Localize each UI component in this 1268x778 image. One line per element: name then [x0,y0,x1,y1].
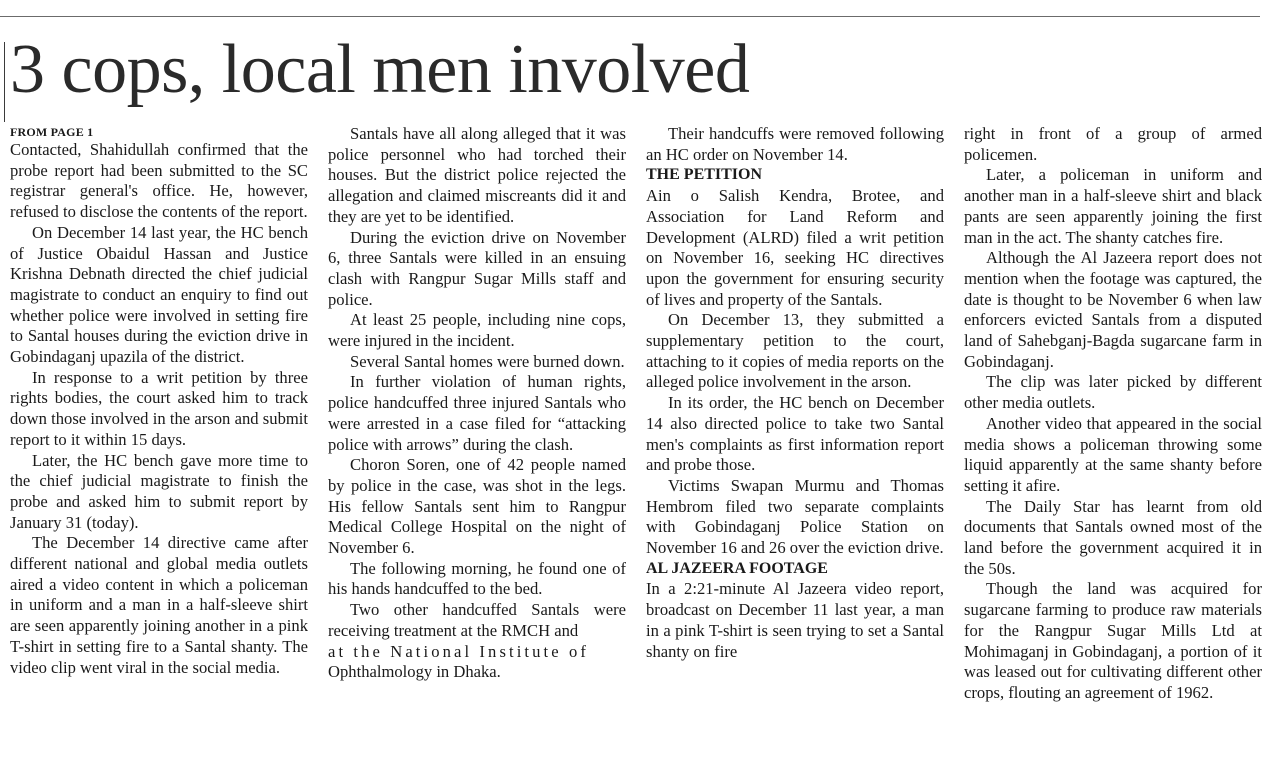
body-paragraph: Contacted, Shahidullah confirmed that the probe report had been submitted to the SC registrar general's office. He, however, refused to disclose the contents of the report. [10,140,308,222]
body-paragraph: Later, a policeman in uniform and another man in a half-sleeve shirt and black pants are seen apparently joining the first man in the act. The shanty catches fire. [964,165,1262,247]
body-paragraph: Their handcuffs were removed following an HC order on November 14. [646,124,944,164]
body-paragraph: The December 14 directive came after different national and global media outlets aired a video content in which a policeman in uniform and a man in a half-sleeve shirt are seen apparently joining another in a pink T-shirt in setting fire to a Santal shanty. The video clip went viral in the social media. [10,533,308,677]
body-paragraph: Another video that appeared in the social media shows a policeman throwing some liquid apparently at the same shanty before setting it afire. [964,413,1262,495]
body-paragraph: In further violation of human rights, police handcuffed three injured Santals who were arrested in a case filed for “attacking police with arrows” during the clash. [328,372,626,454]
left-divider [4,42,5,122]
top-divider [0,16,1260,17]
section-subhead: THE PETITION [646,166,763,184]
body-paragraph: Santals have all along alleged that it was police personnel who had torched their houses. But the district police rejected the allegation and claimed miscreants did it and they are yet to be identified. [328,124,626,226]
body-paragraph: Later, the HC bench gave more time to the chief judicial magistrate to finish the probe and asked him to submit report by January 31 (today). [10,450,308,532]
body-paragraph: Two other handcuffed Santals were receiving treatment at the RMCH and [328,600,626,640]
body-paragraph: In response to a writ petition by three rights bodies, the court asked him to track down those involved in the arson and submit report to it within 15 days. [10,367,308,449]
body-paragraph: Ophthalmology in Dhaka. [328,662,501,682]
body-paragraph: right in front of a group of armed policemen. [964,124,1262,164]
column-4 [964,124,1262,774]
body-paragraph: Choron Soren, one of 42 people named by police in the case, was shot in the legs. His fellow Santals sent him to Rangpur Medical College Hospital on the night of November 6. [328,455,626,558]
clipped-header-strip [0,0,1268,4]
body-paragraph: The following morning, he found one of his hands handcuffed to the bed. [328,558,626,599]
body-paragraph: At least 25 people, including nine cops, were injured in the incident. [328,310,626,351]
column-3 [646,124,944,774]
body-paragraph: Ain o Salish Kendra, Brotee, and Association for Land Reform and Development (ALRD) filed a writ petition on November 16, seeking HC directives upon the government for ensuring security of lives and property of the Santals. [646,186,944,309]
body-paragraph: Several Santal homes were burned down. [350,351,625,371]
column-2 [328,124,626,774]
section-subhead: AL JAZEERA FOOTAGE [646,559,828,577]
body-paragraph: The Daily Star has learnt from old documents that Santals owned most of the land before the government acquired it in the 50s. [964,496,1262,578]
article-body [10,124,1262,774]
body-paragraph: Victims Swapan Murmu and Thomas Hembrom filed two separate complaints with Gobindaganj Police Station on November 16 and 26 over the eviction drive. [646,475,944,558]
body-paragraph: On December 13, they submitted a supplementary petition to the court, attaching to it copies of media reports on the alleged police involvement in the arson. [646,310,944,392]
continuation-kicker: FROM PAGE 1 [10,125,94,139]
body-paragraph: Though the land was acquired for sugarcane farming to produce raw materials for the Rangpur Sugar Mills Ltd at Mohimaganj in Gobindaganj, a portion of it was leased out for cultivating different other crops, flouting an agreement of 1962. [964,579,1262,702]
body-paragraph: In a 2:21-minute Al Jazeera video report, broadcast on December 11 last year, a man in a pink T-shirt is seen trying to set a Santal shanty on fire [646,579,944,661]
body-paragraph: The clip was later picked by different other media outlets. [964,372,1262,413]
body-paragraph: at the National Institute of [328,641,589,661]
body-paragraph: During the eviction drive on November 6, three Santals were killed in an ensuing clash with Rangpur Sugar Mills staff and police. [328,227,626,309]
headline: 3 cops, local men involved [10,31,750,108]
body-paragraph: On December 14 last year, the HC bench of Justice Obaidul Hassan and Justice Krishna Debnath directed the chief judicial magistrate to conduct an enquiry to find out whether police were involved in setting fire to Santal houses during the eviction drive in Gobindaganj upazila of the district. [10,222,308,367]
body-paragraph: Although the Al Jazeera report does not mention when the footage was captured, the date is thought to be November 6 when law enforcers evicted Santals from a disputed land of Sahebganj-Bagda sugarcane farm in Gobindaganj. [964,248,1262,371]
body-paragraph: In its order, the HC bench on December 14 also directed police to take two Santal men's complaints as first information report and probe those. [646,393,944,475]
column-1 [10,124,308,774]
